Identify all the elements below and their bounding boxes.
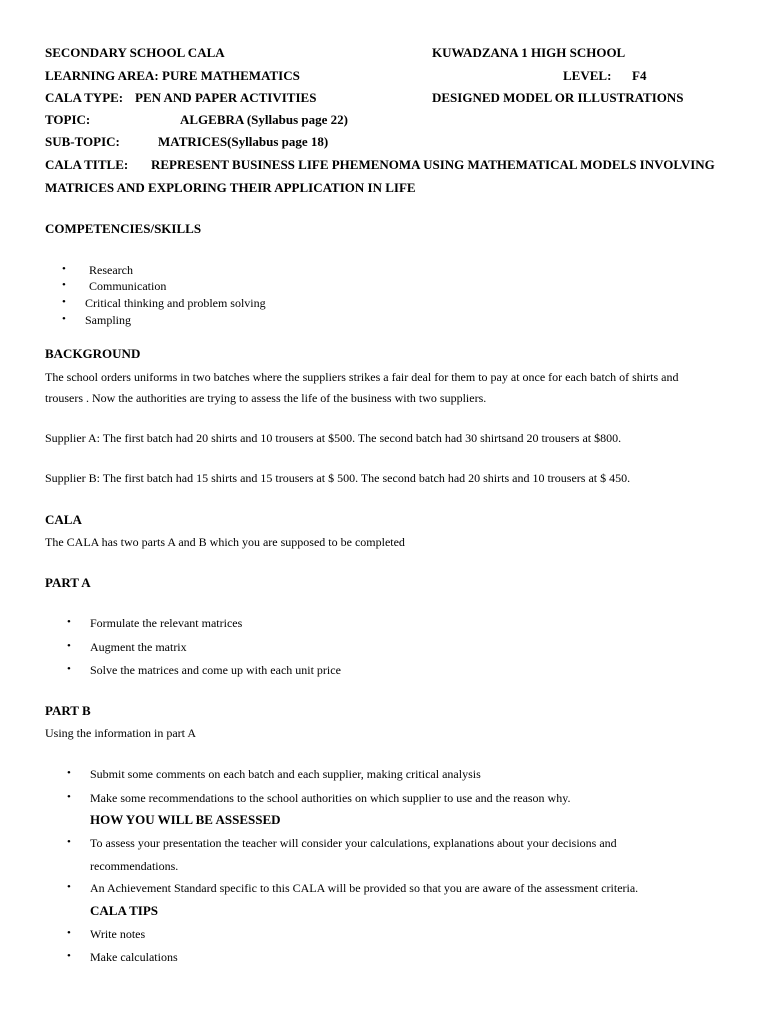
background-paragraph-line1: The school orders uniforms in two batches where the suppliers strikes a fair deal for them to pay at once for each batch of shirts and (45, 370, 679, 384)
bullet-icon: • (67, 616, 71, 628)
cala-heading: CALA (45, 512, 82, 527)
bullet-icon: • (62, 263, 66, 275)
background-heading: BACKGROUND (45, 346, 141, 361)
topic-label: TOPIC: (45, 112, 91, 127)
list-item-label: To assess your presentation the teacher will consider your calculations, explanations about your decisions and (90, 836, 617, 850)
bullet-icon: • (67, 663, 71, 675)
bullet-icon: • (62, 279, 66, 291)
list-item-label: Sampling (85, 313, 132, 327)
topic-value: ALGEBRA (Syllabus page 22) (180, 112, 348, 127)
cala-title-label: CALA TITLE: (45, 157, 129, 172)
list-item-label: Critical thinking and problem solving (85, 296, 266, 310)
cala-title-line1: REPRESENT BUSINESS LIFE PHEMENOMA USING MATHEMATICAL MODELS INVOLVING (151, 157, 715, 172)
background-paragraph-line2: trousers . Now the authorities are trying to assess the life of the business with two suppliers. (45, 391, 487, 405)
list-item-label: Formulate the relevant matrices (90, 616, 243, 630)
subtopic-label: SUB-TOPIC: (45, 134, 120, 149)
level-value: F4 (632, 68, 647, 83)
list-item-label: Submit some comments on each batch and each supplier, making critical analysis (90, 767, 481, 781)
list-item-label: An Achievement Standard specific to this CALA will be provided so that you are aware of the assessment criteria. (90, 881, 639, 895)
part-b-heading: PART B (45, 703, 91, 718)
bullet-icon: • (67, 950, 71, 962)
list-item-label: Solve the matrices and come up with each unit price (90, 663, 341, 677)
bullet-icon: • (62, 313, 66, 325)
list-item-label: Make some recommendations to the school authorities on which supplier to use and the reason why. (90, 791, 571, 805)
bullet-icon: • (67, 836, 71, 848)
supplier-a-text: Supplier A: The first batch had 20 shirts and 10 trousers at $500. The second batch had 30 shirtsand 20 trousers at $800. (45, 431, 622, 445)
learning-area: LEARNING AREA: PURE MATHEMATICS (45, 68, 300, 83)
level-label: LEVEL: (563, 68, 612, 83)
school-name: KUWADZANA 1 HIGH SCHOOL (432, 45, 626, 60)
list-item-label: Communication (89, 279, 167, 293)
list-item-label: Write notes (90, 927, 146, 941)
bullet-icon: • (67, 767, 71, 779)
bullet-icon: • (67, 640, 71, 652)
cala-type-value: PEN AND PAPER ACTIVITIES (135, 90, 317, 105)
part-a-heading: PART A (45, 575, 91, 590)
part-b-intro: Using the information in part A (45, 726, 196, 740)
supplier-b-text: Supplier B: The first batch had 15 shirts and 15 trousers at $ 500. The second batch had 20 shirts and 10 trousers at $ 450. (45, 471, 631, 485)
list-item-label: Research (89, 263, 133, 277)
competencies-heading: COMPETENCIES/SKILLS (45, 221, 202, 236)
school-cala-label: SECONDARY SCHOOL CALA (45, 45, 225, 60)
list-item-label: Augment the matrix (90, 640, 187, 654)
bullet-icon: • (67, 791, 71, 803)
cala-title-line2: MATRICES AND EXPLORING THEIR APPLICATION IN LIFE (45, 180, 416, 195)
subtopic-value: MATRICES(Syllabus page 18) (158, 134, 329, 149)
list-item-label: Make calculations (90, 950, 178, 964)
cala-type-label: CALA TYPE: (45, 90, 124, 105)
bullet-icon: • (67, 927, 71, 939)
bullet-icon: • (62, 296, 66, 308)
bullet-icon: • (67, 881, 71, 893)
tips-heading: CALA TIPS (90, 903, 159, 918)
cala-text: The CALA has two parts A and B which you are supposed to be completed (45, 535, 405, 549)
assessment-heading: HOW YOU WILL BE ASSESSED (90, 812, 281, 827)
assessment-item1-continuation: recommendations. (90, 859, 179, 873)
cala-type-extra: DESIGNED MODEL OR ILLUSTRATIONS (432, 90, 684, 105)
